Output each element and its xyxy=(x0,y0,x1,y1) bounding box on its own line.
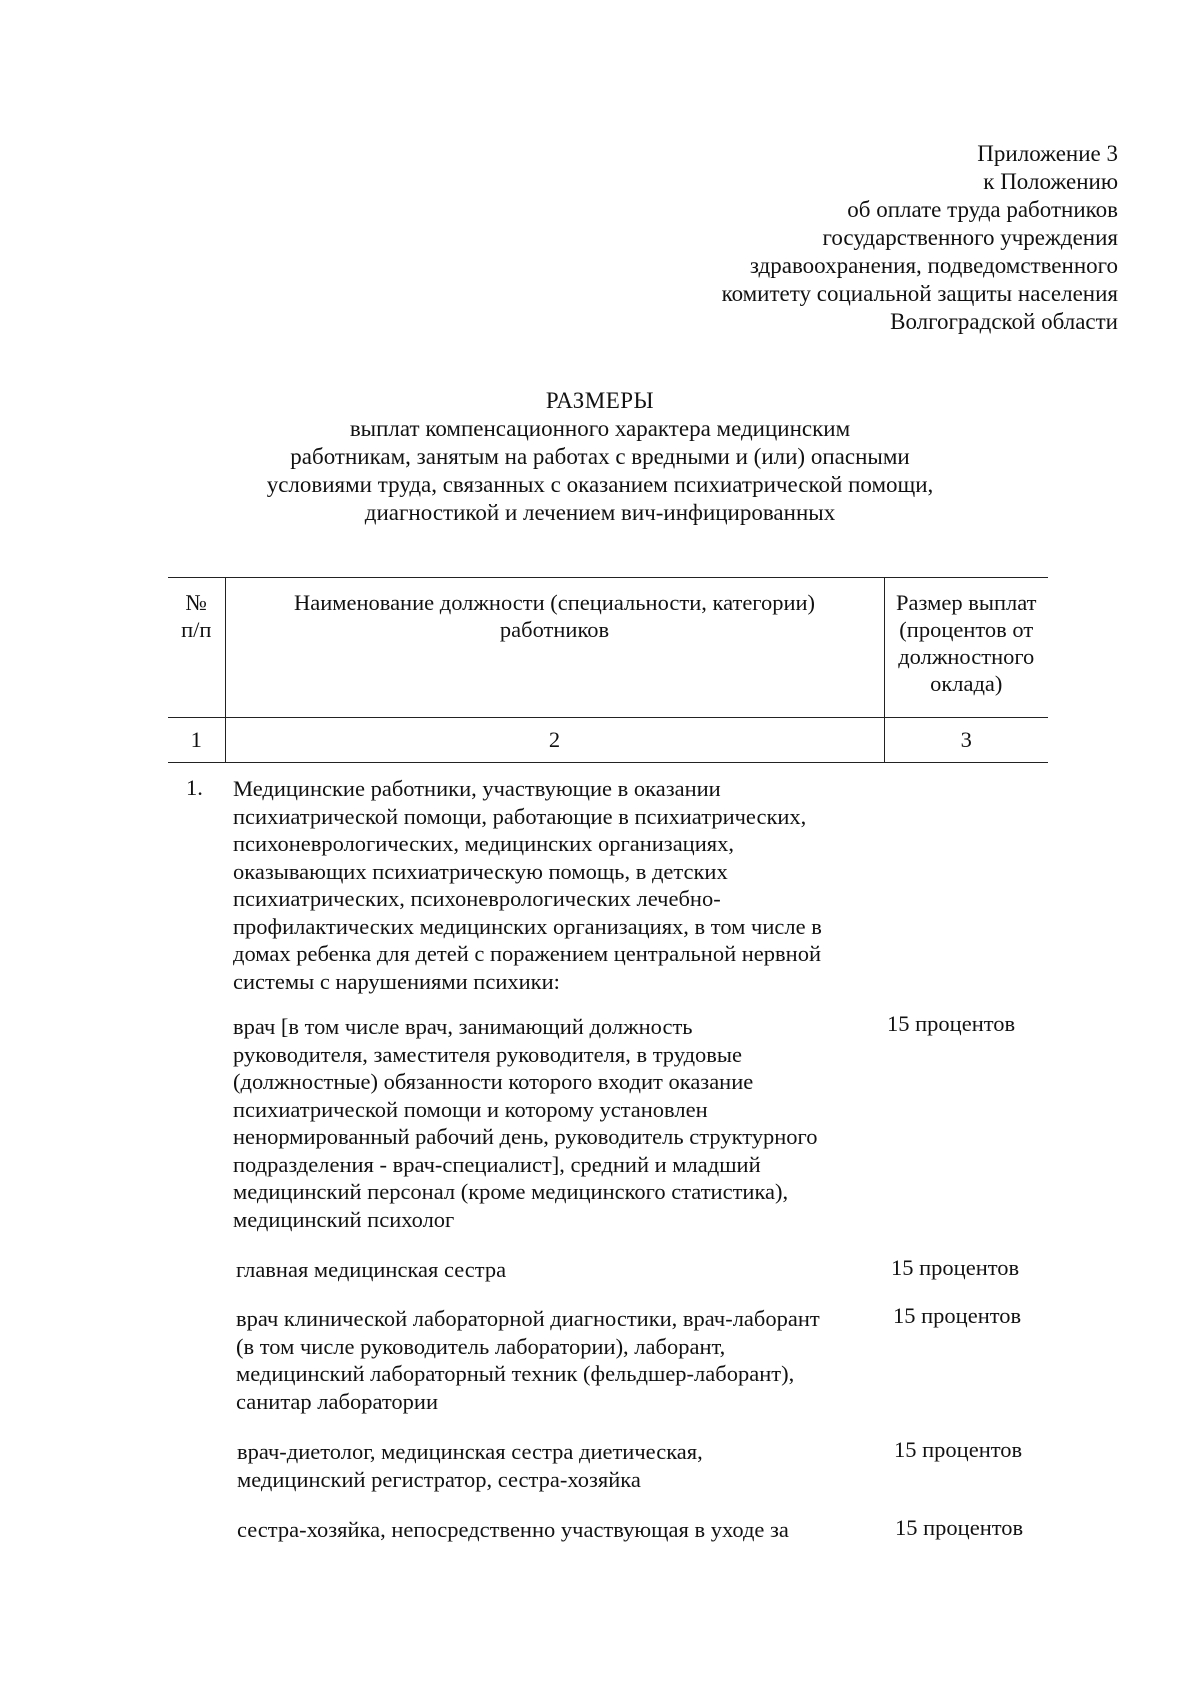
row-text-line: психоневрологических, медицинских организациях, xyxy=(233,831,734,856)
column-number: 3 xyxy=(884,718,1048,763)
row-amount: 15 процентов xyxy=(887,1011,1016,1036)
row-text-line: психиатрической помощи, работающие в психиатрических, xyxy=(233,803,807,829)
header-cell-line: Размер выплат xyxy=(896,590,1037,615)
subtitle-line: условиями труда, связанных с оказанием психиатрической помощи, xyxy=(266,472,934,497)
row-text-line: руководителя, заместителя руководителя, в трудовые xyxy=(233,1041,743,1067)
row-amount: 15 процентов xyxy=(893,1303,1022,1328)
row-amount: 15 процентов xyxy=(895,1515,1024,1540)
row-text-line: главная медицинская сестра xyxy=(236,1257,507,1282)
row-text-line: психиатрической помощи и которому установлен xyxy=(233,1096,708,1122)
row-text-line: профилактических медицинских организациях, в том числе в xyxy=(233,913,822,939)
appendix-line: Волгоградской области xyxy=(890,309,1118,334)
subtitle-line: выплат компенсационного характера медицинским xyxy=(349,416,851,441)
row-text-line: медицинский лабораторный техник (фельдшер-лаборант), xyxy=(236,1361,795,1386)
table-header-row xyxy=(168,578,1048,718)
row-text-line: Медицинские работники, участвующие в оказании xyxy=(233,776,721,801)
row-text xyxy=(236,1256,876,1284)
row-text-line: врач клинической лабораторной диагностики, врач-лаборант xyxy=(236,1306,820,1331)
column-number: 2 xyxy=(225,718,884,763)
column-number: 1 xyxy=(168,718,225,763)
row-text-line: врач [в том числе врач, занимающий должность xyxy=(233,1014,693,1039)
header-cell-line: работников xyxy=(499,617,610,642)
row-text-line: сестра-хозяйка, непосредственно участвующая в уходе за xyxy=(237,1517,789,1542)
header-cell-position xyxy=(225,578,884,718)
row-text-line: домах ребенка для детей с поражением центральной нервной xyxy=(233,941,821,966)
row-text-line: медицинский регистратор, сестра-хозяйка xyxy=(237,1466,641,1492)
row-text-line: системы с нарушениями психики: xyxy=(233,968,560,994)
row-text xyxy=(233,1013,873,1233)
row-text-line: оказывающих психиатрическую помощь, в детских xyxy=(233,858,728,884)
header-cell-number xyxy=(168,578,225,718)
row-text xyxy=(237,1438,877,1493)
appendix-line: комитету социальной защиты населения xyxy=(721,281,1118,306)
row-number: 1. xyxy=(186,775,203,800)
row-text-line: подразделения - врач-специалист], средний и младший xyxy=(233,1151,761,1177)
row-text xyxy=(236,1305,876,1415)
header-cell-line: (процентов от xyxy=(899,617,1034,642)
appendix-line: здравоохранения, подведомственного xyxy=(749,253,1118,278)
document-subtitle xyxy=(0,415,1200,527)
appendix-header xyxy=(722,140,1118,336)
row-text xyxy=(237,1516,877,1544)
row-text-line: врач-диетолог, медицинская сестра диетическая, xyxy=(237,1439,703,1464)
row-text-line: (в том числе руководитель лаборатории), лаборант, xyxy=(236,1333,726,1359)
subtitle-line: работникам, занятым на работах с вредными и (или) опасными xyxy=(290,444,910,469)
header-cell-line: № xyxy=(185,590,207,615)
row-amount: 15 процентов xyxy=(894,1437,1023,1462)
appendix-line: об оплате труда работников xyxy=(847,197,1118,222)
table-column-numbers-row xyxy=(168,718,1048,763)
row-text-line: (должностные) обязанности которого входит оказание xyxy=(233,1069,754,1094)
header-cell-line: п/п xyxy=(181,617,212,642)
appendix-line: к Положению xyxy=(983,169,1118,194)
row-text-line: медицинский психолог xyxy=(233,1206,455,1232)
row-amount: 15 процентов xyxy=(891,1255,1020,1280)
appendix-line: Приложение 3 xyxy=(977,141,1118,166)
document-heading xyxy=(0,387,1200,527)
row-text xyxy=(233,775,873,995)
appendix-line: государственного учреждения xyxy=(822,225,1118,250)
row-text-line: медицинский персонал (кроме медицинского статистика), xyxy=(233,1179,789,1204)
row-text-line: психиатрических, психоневрологических лечебно- xyxy=(233,886,721,911)
row-text-line: ненормированный рабочий день, руководитель структурного xyxy=(233,1124,818,1149)
header-cell-line: оклада) xyxy=(930,671,1003,696)
subtitle-line: диагностикой и лечением вич-инфицированных xyxy=(364,500,836,525)
table-header xyxy=(168,577,1048,763)
header-cell-line: должностного xyxy=(898,644,1035,669)
header-cell-line: Наименование должности (специальности, категории) xyxy=(293,590,816,615)
row-text-line: санитар лаборатории xyxy=(236,1388,438,1414)
document-title: РАЗМЕРЫ xyxy=(545,388,655,413)
header-cell-amount xyxy=(884,578,1048,718)
